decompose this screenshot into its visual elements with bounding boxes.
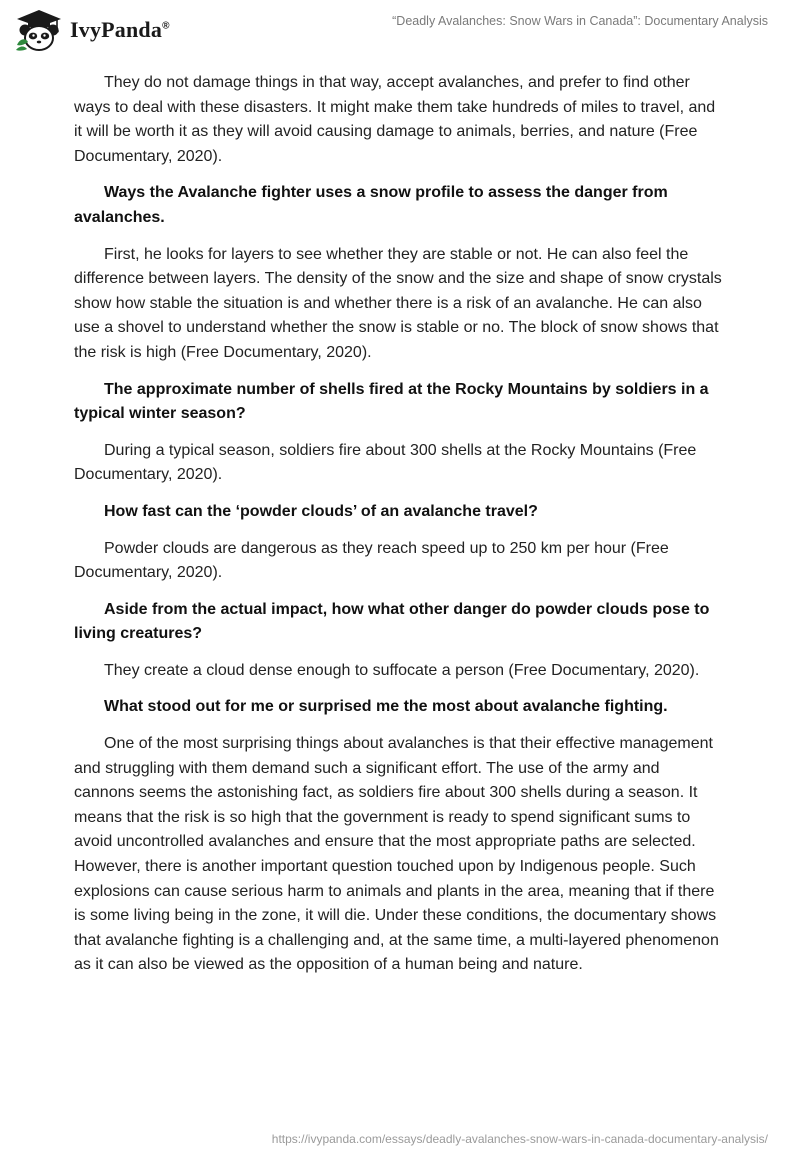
question-heading-powder-danger: Aside from the actual impact, how what other danger do powder clouds pose to living creatures? (74, 600, 710, 643)
question-heading-powder-speed: How fast can the ‘powder clouds’ of an avalanche travel? (104, 502, 538, 520)
page-header (0, 0, 800, 60)
answer-snow-profile: First, he looks for layers to see whether they are stable or not. He can also feel the difference between layers. The density of the snow and the size and shape of snow crystals show how stable the situation is and whether there is a risk of an avalanche. He can also use a shovel to understand whether the snow is stable or no. The block of snow shows that the risk is high (Free Documentary, 2020). (74, 245, 722, 361)
answer-powder-danger: They create a cloud dense enough to suffocate a person (Free Documentary, 2020). (104, 661, 700, 679)
document-body (74, 71, 724, 990)
brand-name: IvyPanda® (70, 17, 170, 42)
question-heading-surprise: What stood out for me or surprised me the most about avalanche fighting. (104, 698, 668, 716)
ivypanda-logo[interactable] (14, 8, 170, 52)
paragraph-intro: They do not damage things in that way, accept avalanches, and prefer to find other ways to deal with these disasters. It might make them take hundreds of miles to travel, and it will be worth it as they will avoid causing damage to animals, berries, and nature (Free Documentary, 2020). (74, 74, 716, 165)
document-title: “Deadly Avalanches: Snow Wars in Canada”: Documentary Analysis (392, 14, 768, 28)
question-heading-shells: The approximate number of shells fired at the Rocky Mountains by soldiers in a typical winter season? (74, 380, 709, 423)
answer-surprise: One of the most surprising things about avalanches is that their effective management and struggling with them demand such a significant effort. The use of the army and cannons seems the astonishing fact, as soldiers fire about 300 shells during a season. It means that the risk is so high that the government is ready to spend significant sums to avoid uncontrolled avalanches and ensure that the most appropriate paths are selected. However, there is another important question touched upon by Indigenous people. Such explosions can cause serious harm to animals and plants in the area, meaning that if there is some living being in the zone, it will die. Under these conditions, the documentary shows that avalanche fighting is a challenging and, at the same time, a multi-layered phenomenon as it can also be viewed as the opposition of a human being and nature. (74, 735, 719, 974)
question-heading-snow-profile: Ways the Avalanche fighter uses a snow profile to assess the danger from avalanches. (74, 184, 668, 226)
source-url-link[interactable]: https://ivypanda.com/essays/deadly-avalanches-snow-wars-in-canada-documentary-analysis/ (271, 1132, 768, 1146)
answer-shells: During a typical season, soldiers fire about 300 shells at the Rocky Mountains (Free Documentary, 2020). (74, 441, 697, 484)
answer-powder-speed: Powder clouds are dangerous as they reach speed up to 250 km per hour (Free Documentary, 2020). (74, 539, 669, 582)
registered-mark: ® (162, 20, 170, 32)
panda-graduate-icon (14, 8, 64, 52)
